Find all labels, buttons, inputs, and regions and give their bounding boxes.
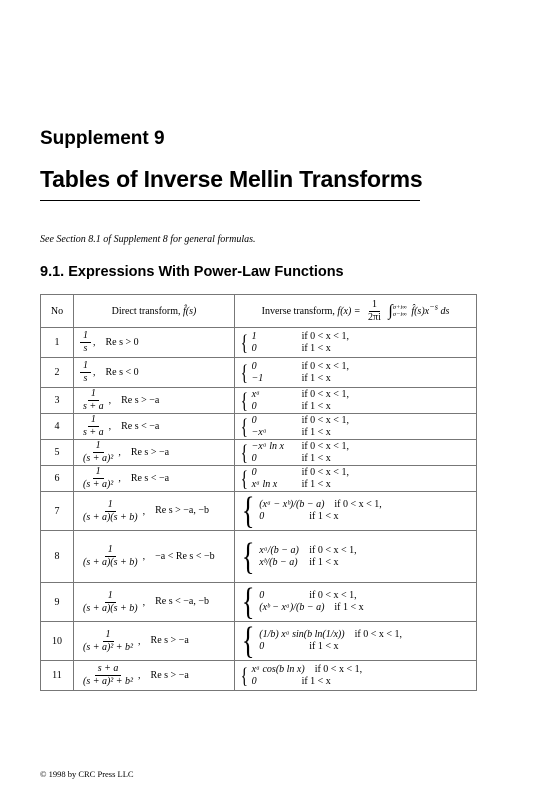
inverse-transform: [235, 492, 477, 531]
header-direct: [74, 295, 235, 328]
direct-transform: $\frac{1}{\text{(s + a)² + b²}}$ , Re s > −a: [74, 622, 235, 661]
reference-note: See Section 8.1 of Supplement 8 for general formulas.: [40, 234, 256, 245]
case-condition: if 0 < x < 1,: [301, 466, 349, 478]
direct-fraction: [80, 663, 136, 688]
header-frac-den: 2πi: [368, 311, 381, 323]
piecewise-cases: [259, 499, 382, 523]
direct-fraction: [80, 360, 91, 385]
piecewise-case: [252, 373, 349, 385]
piecewise-case: [252, 401, 349, 413]
table-row: [41, 358, 477, 388]
piecewise-cases: [252, 441, 349, 465]
direct-condition: Re s < 0: [105, 366, 139, 378]
piecewise-case: [259, 602, 363, 614]
direct-denominator: s + a: [83, 427, 104, 438]
left-brace: {: [241, 620, 255, 662]
piecewise-case: [259, 511, 382, 523]
table-row: [41, 328, 477, 358]
header-inverse-fraction: [365, 299, 384, 324]
left-brace: {: [240, 329, 248, 355]
header-integrand: f̂(s)x: [411, 305, 430, 317]
left-brace: {: [240, 413, 248, 439]
direct-condition: Re s > −a: [130, 446, 170, 458]
case-condition: if 0 < x < 1,: [301, 414, 349, 426]
piecewise-case: [252, 441, 349, 453]
direct-denominator: (s + a)(s + b): [83, 557, 138, 568]
case-condition: if 0 < x < 1,: [301, 440, 349, 452]
case-expression: 1: [251, 330, 257, 342]
direct-fraction: [80, 544, 141, 569]
row-number: 10: [41, 622, 74, 661]
piecewise-cases: [259, 629, 402, 653]
header-frac-num: 1: [369, 299, 380, 312]
direct-numerator: 1: [93, 466, 104, 479]
piecewise-cases: [252, 467, 349, 491]
direct-denominator: s: [83, 343, 88, 354]
case-condition: if 1 < x: [301, 342, 331, 354]
piecewise-case: [252, 415, 349, 427]
direct-condition: Re s > 0: [105, 336, 139, 348]
row-number: 6: [41, 466, 74, 492]
case-condition: if 1 < x: [301, 426, 331, 438]
table-header-row: [41, 295, 477, 328]
piecewise-case: [252, 427, 349, 439]
piecewise-case: [259, 557, 356, 569]
piecewise-cases: [259, 590, 363, 614]
direct-fraction: [80, 466, 116, 491]
direct-condition: Re s > −a: [121, 394, 160, 406]
left-brace: {: [241, 490, 255, 532]
page-title: Tables of Inverse Mellin Transforms: [40, 166, 423, 192]
inverse-transform: [235, 358, 477, 388]
piecewise-case: [252, 676, 363, 688]
left-brace: {: [241, 535, 255, 578]
integral-limits: [393, 304, 407, 318]
direct-transform: $\frac{1}{(s + a)(s + b)}$ , Re s > −a, −b: [74, 492, 235, 531]
piecewise-case: [252, 331, 349, 343]
direct-numerator: s + a: [95, 663, 122, 676]
header-exponent: −s: [429, 301, 438, 311]
direct-denominator: (s + a)²: [83, 453, 114, 464]
case-expression: (1/b) xᵃ sin(b ln(1/x)): [259, 629, 345, 640]
row-number: 5: [41, 440, 74, 466]
copyright-footer: © 1998 by CRC Press LLC: [40, 769, 134, 779]
direct-transform: $\frac{1}{s + a}$ , Re s > −a: [74, 388, 235, 414]
case-condition: if 1 < x: [309, 556, 339, 568]
case-expression: −1: [251, 372, 264, 384]
header-inverse-label: Inverse transform,: [261, 305, 335, 317]
inverse-transform: [235, 388, 477, 414]
case-expression: (xᵇ − xᵃ)/(b − a): [259, 602, 325, 613]
direct-numerator: 1: [105, 499, 116, 512]
header-no: No: [41, 295, 74, 328]
case-expression: 0: [251, 414, 257, 426]
direct-transform: $\frac{1}{s + a}$ , Re s < −a: [74, 414, 235, 440]
case-condition: if 0 < x < 1,: [309, 590, 357, 601]
piecewise-case: [252, 361, 349, 373]
header-inverse: [235, 295, 477, 328]
case-expression: xᵃ/(b − a): [259, 544, 299, 556]
piecewise-case: [252, 664, 363, 676]
left-brace: {: [240, 387, 248, 413]
piecewise-case: [252, 389, 349, 401]
case-condition: if 1 < x: [301, 400, 331, 412]
direct-fraction: [80, 590, 141, 615]
direct-transform: $\frac{s + a}{\text{(s + a)² + b²}}$ , Re s > −a: [74, 661, 235, 691]
table-row: [41, 661, 477, 691]
table-row: [41, 583, 477, 622]
direct-fraction: [80, 330, 91, 355]
direct-fraction: [80, 388, 107, 413]
case-expression: (xᵃ − xᵇ)/(b − a): [259, 499, 325, 510]
case-condition: if 0 < x < 1,: [301, 388, 349, 400]
table-row: [41, 388, 477, 414]
row-number: 3: [41, 388, 74, 414]
inverse-transform: [235, 531, 477, 583]
case-condition: if 1 < x: [334, 602, 364, 613]
inverse-transform: [235, 414, 477, 440]
piecewise-cases: [252, 361, 349, 385]
table-row: [41, 466, 477, 492]
case-condition: if 1 < x: [301, 478, 331, 490]
piecewise-case: [259, 641, 402, 653]
inverse-transform: [235, 583, 477, 622]
direct-transform: $\frac{1}{(s + a)(s + b)}$ , −a < Re s < −b: [74, 531, 235, 583]
case-expression: xᵇ/(b − a): [259, 556, 298, 568]
case-expression: xᵃ: [251, 388, 260, 400]
header-ds: ds: [440, 305, 450, 317]
header-direct-label: Direct transform,: [111, 305, 181, 317]
section-heading: 9.1. Expressions With Power-Law Functions: [40, 264, 344, 280]
left-brace: {: [240, 359, 248, 385]
left-brace: {: [240, 465, 248, 491]
case-condition: if 0 < x < 1,: [354, 629, 402, 640]
direct-condition: Re s > −a, −b: [155, 505, 209, 517]
direct-numerator: 1: [80, 330, 91, 343]
case-condition: if 0 < x < 1,: [301, 330, 349, 342]
direct-numerator: 1: [105, 544, 116, 557]
case-expression: 0: [251, 342, 257, 354]
direct-numerator: 1: [88, 414, 99, 427]
left-brace: {: [240, 662, 248, 688]
supplement-label: Supplement 9: [40, 128, 165, 149]
case-expression: 0: [251, 360, 257, 372]
direct-condition: −a < Re s < −b: [155, 550, 215, 562]
piecewise-case: [252, 479, 349, 491]
case-expression: 0: [259, 511, 265, 522]
direct-condition: Re s < −a: [121, 420, 160, 432]
table-row: [41, 492, 477, 531]
case-condition: if 1 < x: [301, 372, 331, 384]
row-number: 11: [41, 661, 74, 691]
direct-transform: $\frac{1}{\text{(s + a)²}}$ , Re s > −a: [74, 440, 235, 466]
table-row: [41, 622, 477, 661]
piecewise-case: [259, 629, 402, 641]
direct-transform: $\frac{1}{s}$ , Re s < 0: [74, 358, 235, 388]
left-brace: {: [241, 581, 255, 623]
case-expression: 0: [251, 400, 257, 412]
piecewise-case: [252, 467, 349, 479]
row-number: 8: [41, 531, 74, 583]
case-condition: if 1 < x: [301, 675, 331, 687]
piecewise-case: [259, 499, 382, 511]
integral-sign: ∫: [388, 302, 393, 319]
direct-denominator: (s + a)² + b²: [83, 676, 134, 687]
direct-numerator: 1: [88, 388, 99, 401]
case-condition: if 0 < x < 1,: [314, 663, 363, 675]
piecewise-cases: [252, 415, 349, 439]
case-condition: if 1 < x: [309, 641, 339, 652]
direct-transform: $\frac{1}{(s + a)(s + b)}$ , Re s < −a, −b: [74, 583, 235, 622]
case-expression: 0: [251, 452, 257, 464]
direct-fraction: [80, 629, 136, 654]
case-expression: xᵃ cos(b ln x): [251, 663, 305, 675]
row-number: 4: [41, 414, 74, 440]
direct-condition: Re s < −a, −b: [155, 596, 209, 608]
piecewise-case: [259, 590, 363, 602]
header-inverse-lhs: f(x) =: [337, 305, 361, 317]
table-row: [41, 531, 477, 583]
direct-denominator: (s + a)(s + b): [83, 511, 138, 523]
direct-denominator: s: [83, 373, 88, 384]
row-number: 7: [41, 492, 74, 531]
direct-numerator: 1: [93, 440, 104, 453]
integral-upper: σ+i∞: [392, 304, 407, 311]
direct-denominator: (s + a)(s + b): [83, 602, 138, 614]
case-expression: −xᵃ: [251, 426, 267, 438]
direct-transform: $\frac{1}{s}$ , Re s > 0: [74, 328, 235, 358]
direct-condition: Re s > −a: [150, 669, 189, 681]
inverse-transform: [235, 328, 477, 358]
row-number: 2: [41, 358, 74, 388]
direct-condition: Re s < −a: [130, 472, 170, 484]
table-row: [41, 440, 477, 466]
case-condition: if 0 < x < 1,: [309, 544, 357, 556]
case-expression: 0: [251, 675, 257, 687]
case-expression: −xᵃ ln x: [251, 440, 284, 452]
case-condition: if 0 < x < 1,: [301, 360, 349, 372]
title-rule: [40, 200, 420, 201]
piecewise-case: [252, 343, 349, 355]
direct-numerator: 1: [105, 590, 116, 603]
direct-transform: $\frac{1}{\text{(s + a)²}}$ , Re s < −a: [74, 466, 235, 492]
case-condition: if 1 < x: [301, 452, 331, 464]
direct-condition: Re s > −a: [150, 635, 189, 647]
piecewise-cases: [252, 664, 363, 688]
piecewise-case: [252, 453, 349, 465]
direct-fraction: [80, 440, 116, 465]
case-condition: if 0 < x < 1,: [334, 499, 382, 510]
case-expression: xᵃ ln x: [251, 478, 278, 490]
case-expression: 0: [259, 641, 265, 652]
inverse-transform: [235, 440, 477, 466]
case-expression: 0: [259, 590, 265, 601]
direct-denominator: (s + a)²: [83, 479, 114, 490]
direct-numerator: 1: [80, 360, 91, 373]
piecewise-cases: [252, 331, 349, 355]
case-expression: 0: [251, 466, 257, 478]
direct-fraction: [80, 499, 141, 524]
direct-denominator: s + a: [83, 401, 104, 412]
transforms-table: [40, 294, 477, 691]
direct-numerator: 1: [103, 629, 114, 642]
piecewise-case: [259, 545, 356, 557]
row-number: 1: [41, 328, 74, 358]
direct-fraction: [80, 414, 107, 439]
left-brace: {: [240, 439, 248, 465]
direct-denominator: (s + a)² + b²: [83, 641, 134, 653]
piecewise-cases: [259, 545, 356, 569]
row-number: 9: [41, 583, 74, 622]
case-condition: if 1 < x: [309, 511, 339, 522]
inverse-transform: [235, 661, 477, 691]
table-row: [41, 414, 477, 440]
piecewise-cases: [252, 389, 349, 413]
integral-lower: σ−i∞: [392, 311, 407, 318]
header-direct-symbol: f̂(s): [183, 305, 197, 317]
inverse-transform: [235, 466, 477, 492]
inverse-transform: [235, 622, 477, 661]
